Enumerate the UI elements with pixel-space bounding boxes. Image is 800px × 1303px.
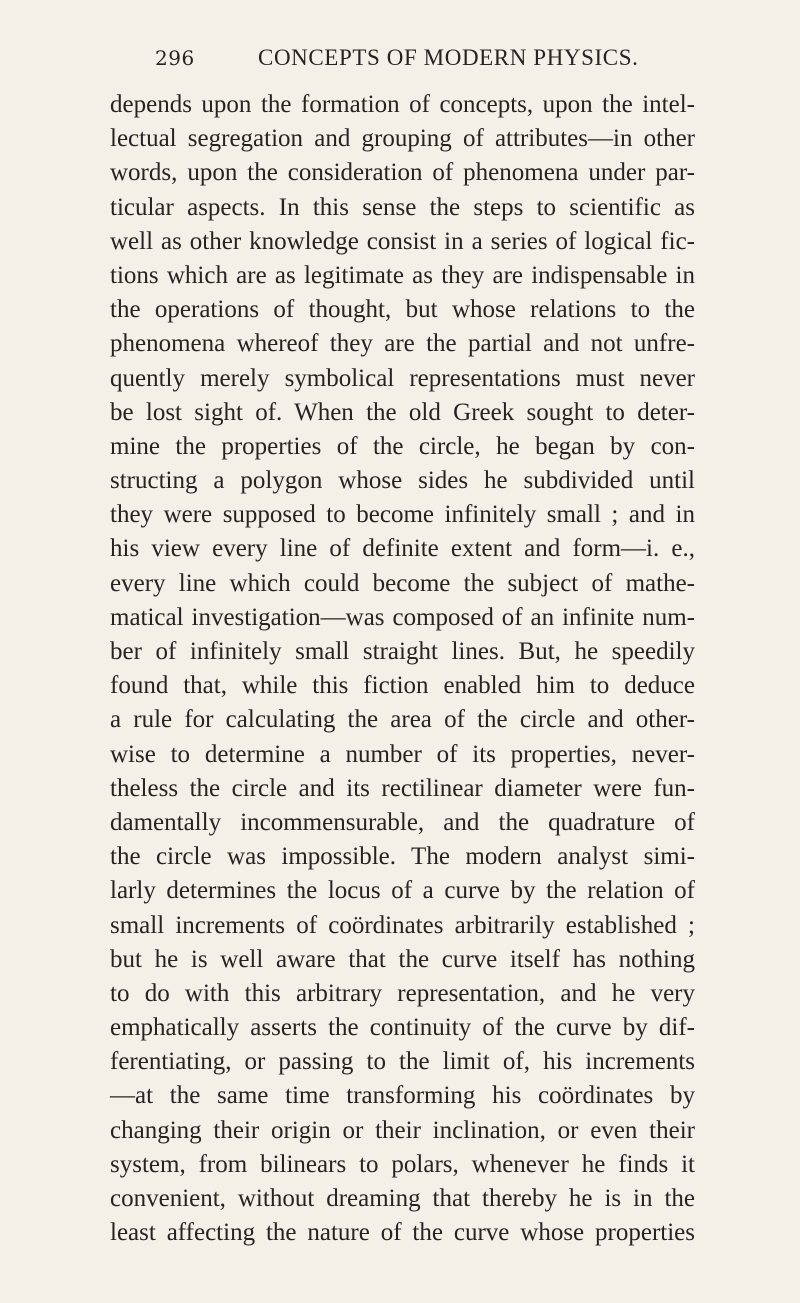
page-number: 296 [155, 46, 195, 70]
text-line: convenient, without dreaming that thereby he is in the [110, 1185, 695, 1212]
text-line: to do with this arbitrary representation, and he very [110, 979, 695, 1007]
running-head: CONCEPTS OF MODERN PHYSICS. [258, 45, 639, 70]
text-line: lectual segregation and grouping of attributes—in other [110, 125, 695, 153]
text-line: the circle was impossible. The modern analyst simi- [110, 843, 695, 871]
text-line: phenomena whereof they are the partial and not unfre- [110, 330, 695, 358]
text-line: quently merely symbolical representations must never [110, 364, 695, 392]
body-text [110, 88, 695, 1250]
text-line: least affecting the nature of the curve whose properties [110, 1219, 695, 1247]
text-line: every line which could become the subject of mathe- [110, 569, 695, 597]
text-line: his view every line of definite extent and form—i. e., [110, 535, 695, 563]
text-line: found that, while this fiction enabled him to deduce [110, 672, 695, 700]
text-line: emphatically asserts the continuity of the curve by dif- [110, 1014, 695, 1042]
text-line: damentally incommensurable, and the quadrature of [110, 808, 695, 836]
text-line: theless the circle and its rectilinear diameter were fun- [110, 774, 695, 802]
text-line: larly determines the locus of a curve by the relation of [110, 877, 695, 905]
text-line: mine the properties of the circle, he began by con- [110, 432, 695, 460]
text-line: changing their origin or their inclination, or even their [110, 1116, 695, 1144]
text-line: matical investigation—was composed of an infinite num- [110, 603, 695, 631]
text-line: tions which are as legitimate as they are indispensable in [110, 261, 695, 289]
text-line: small increments of coördinates arbitrarily established ; [110, 911, 695, 939]
text-line: depends upon the formation of concepts, upon the intel- [110, 91, 695, 118]
text-line: —at the same time transforming his coördinates by [110, 1082, 695, 1110]
text-line: they were supposed to become infinitely small ; and in [110, 501, 695, 529]
text-line: a rule for calculating the area of the circle and other- [110, 706, 695, 734]
page-header [155, 34, 675, 74]
text-line: but he is well aware that the curve itself has nothing [110, 945, 695, 973]
text-line: wise to determine a number of its properties, never- [110, 740, 695, 768]
text-line: ber of infinitely small straight lines. But, he speedily [110, 638, 695, 665]
text-line: ticular aspects. In this sense the steps to scientific as [110, 193, 695, 221]
text-line: the operations of thought, but whose relations to the [110, 296, 695, 324]
text-line: structing a polygon whose sides he subdivided until [110, 467, 695, 495]
text-line: be lost sight of. When the old Greek sought to deter- [110, 398, 695, 426]
text-line: well as other knowledge consist in a series of logical fic- [110, 227, 695, 255]
text-line: system, from bilinears to polars, whenever he finds it [110, 1150, 695, 1178]
text-line: words, upon the consideration of phenomena under par- [110, 159, 695, 187]
text-line: ferentiating, or passing to the limit of, his increments [110, 1048, 695, 1076]
